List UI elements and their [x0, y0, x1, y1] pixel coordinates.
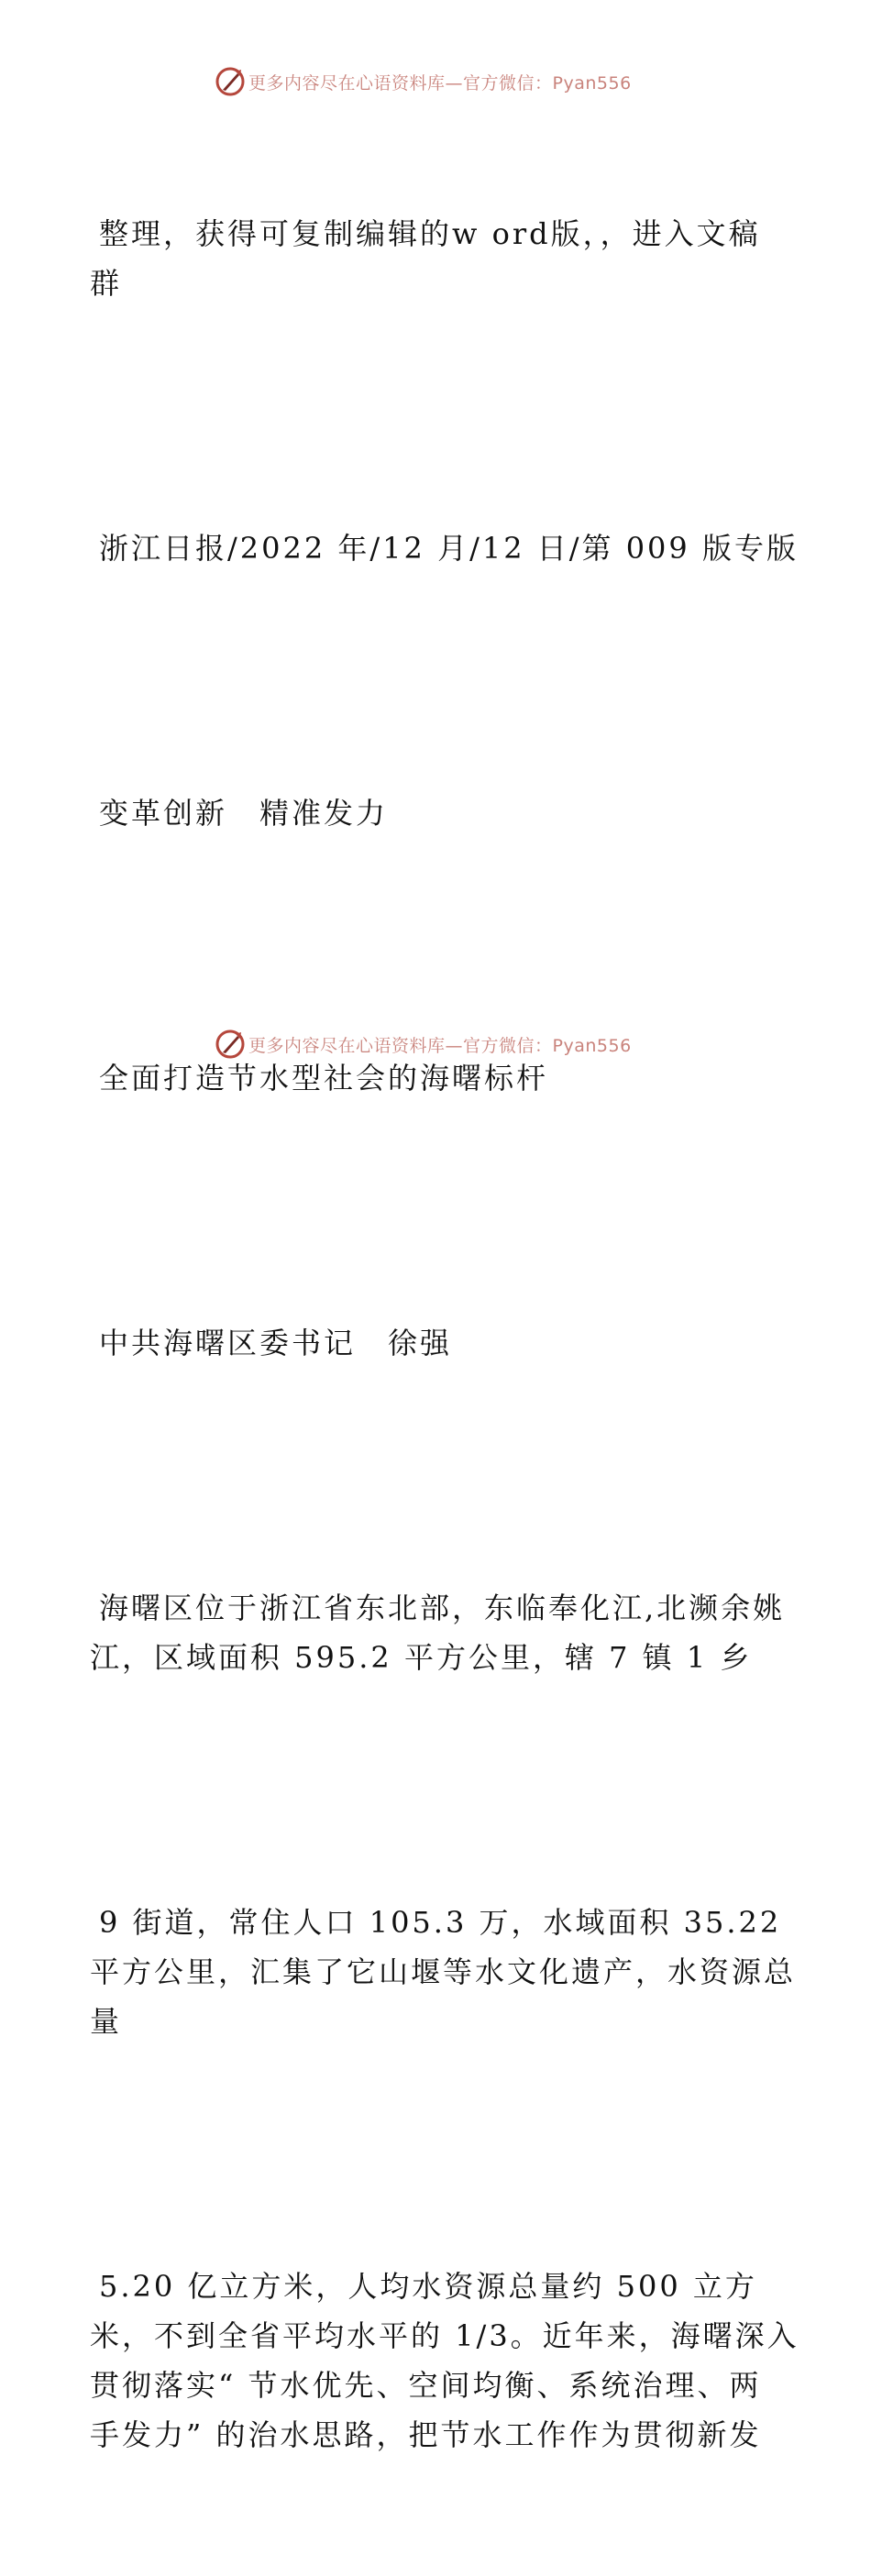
article-subheadline — [90, 954, 787, 1202]
source-line — [90, 424, 799, 672]
text-line: 手发力” 的治水思路，把节水工作作为贯彻新发 — [90, 2417, 762, 2452]
watermark-text: 更多内容尽在心语资料库—官方微信：Pyan556 — [248, 1035, 632, 1056]
text-line: 平方公里，汇集了它山堰等水文化遗产，水资源总 — [90, 1954, 797, 1989]
author-line — [90, 1219, 787, 1467]
quill-pen-logo-icon — [215, 1029, 246, 1060]
text-line: 群 — [90, 266, 123, 301]
text-line: 整理，获得可复制编辑的w ord版，，进入文稿 — [99, 216, 761, 251]
text-line: 江，区域面积 595.2 平方公里，辖 7 镇 1 乡 — [90, 1640, 753, 1675]
body-paragraph — [90, 1484, 787, 1781]
body-paragraph — [90, 2163, 799, 2559]
text-line: 量 — [90, 2004, 123, 2039]
text-line: 变革创新 精准发力 — [99, 796, 389, 831]
watermark-text: 更多内容尽在心语资料库—官方微信：Pyan556 — [248, 72, 632, 94]
text-line: 浙江日报/2022 年/12 月/12 日/第 009 版专版 — [99, 531, 799, 566]
text-line: 5.20 亿立方米，人均水资源总量约 500 立方 — [99, 2269, 757, 2304]
text-line: 米，不到全省平均水平的 1/3。近年来，海曙深入 — [90, 2318, 799, 2353]
text-line: 全面打造节水型社会的海曙标杆 — [99, 1061, 549, 1095]
text-line: 中共海曙区委书记 徐强 — [99, 1326, 453, 1360]
text-line: 9 街道，常住人口 105.3 万，水域面积 35.22 — [99, 1905, 782, 1940]
watermark-footer — [215, 1029, 632, 1060]
document-body — [90, 110, 799, 2576]
text-line: 海曙区位于浙江省东北部，东临奉化江,北濒余姚 — [99, 1591, 786, 1625]
quill-pen-logo-icon — [215, 66, 246, 97]
text-line: 贯彻落实“ 节水优先、空间均衡、系统治理、两 — [90, 2368, 762, 2403]
body-paragraph — [90, 1799, 797, 2145]
watermark-header — [215, 66, 632, 97]
intro-paragraph — [90, 110, 787, 407]
article-headline — [90, 689, 787, 937]
